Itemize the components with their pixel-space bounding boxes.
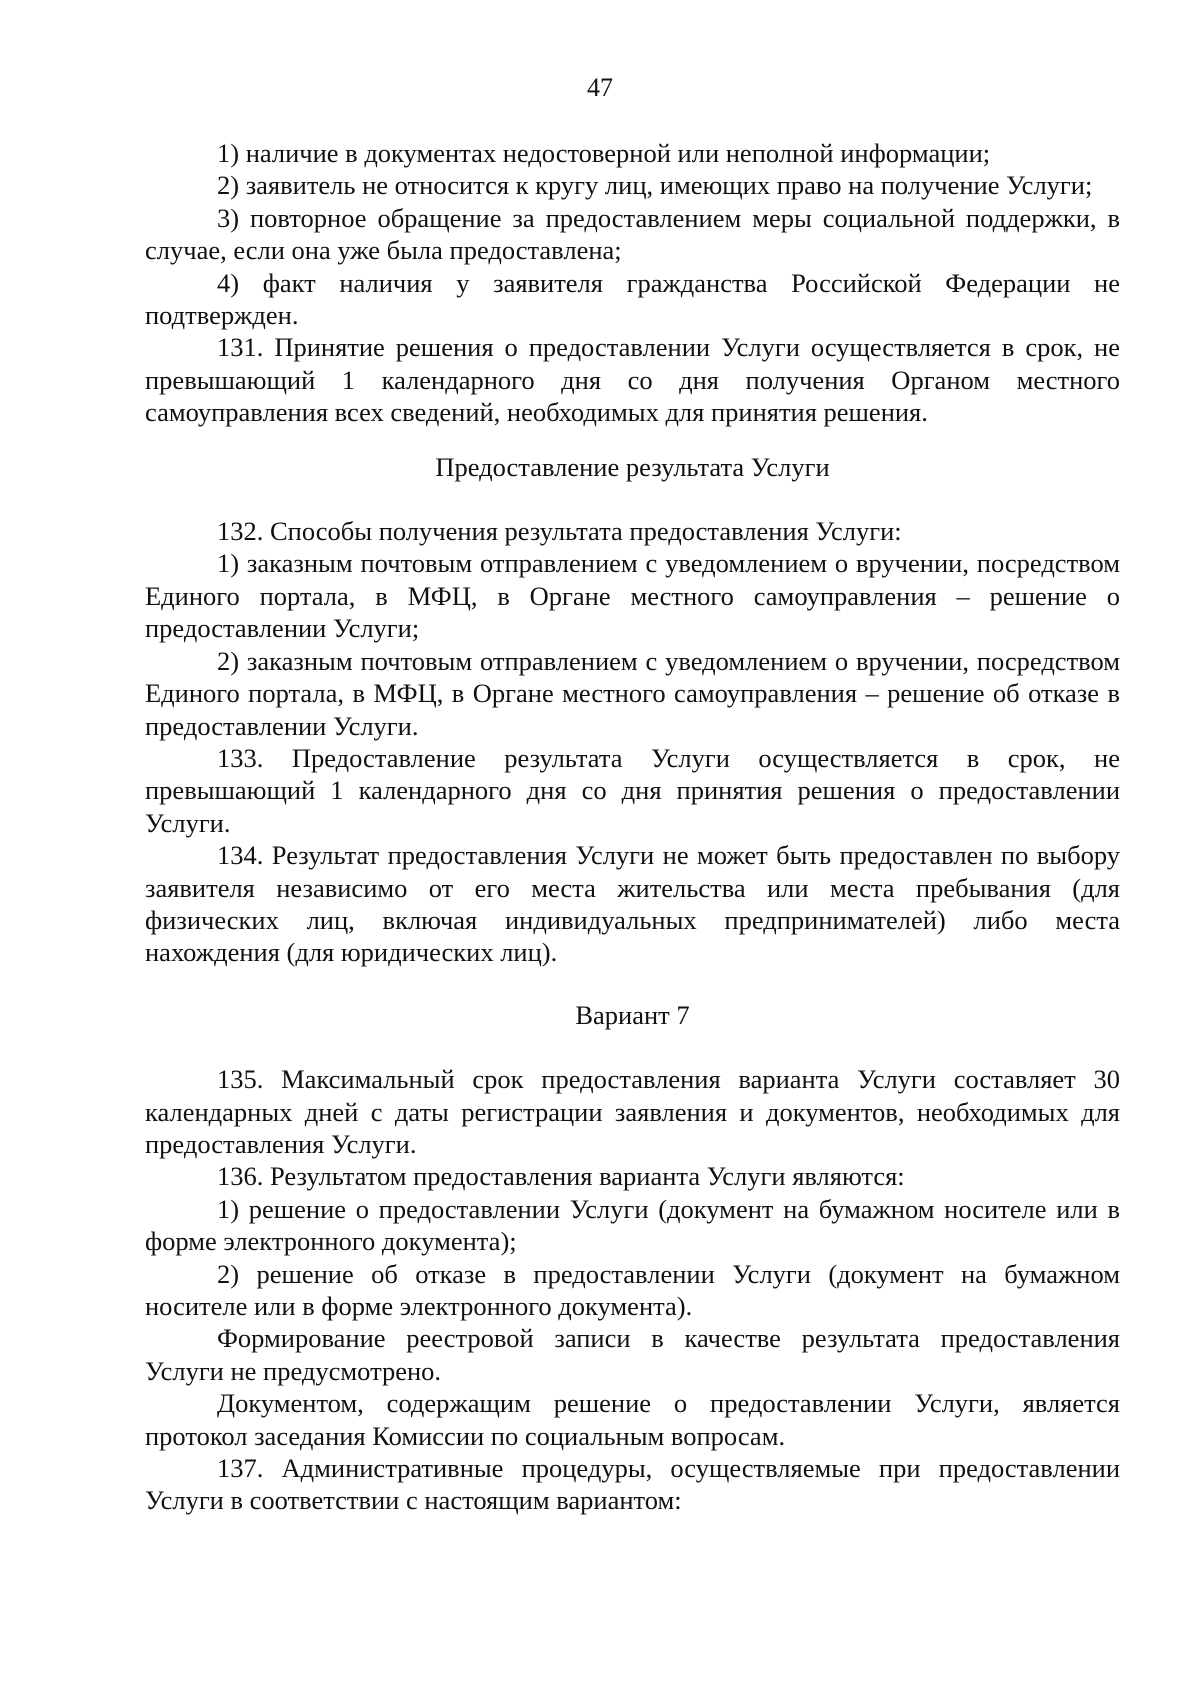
- paragraph-134: 134. Результат предоставления Услуги не может быть предоставлен по выбору заявителя независимо от его места жительства или места пребывания (для физических лиц, включая индивидуальных предпринимателей) либо места нахождения (для юридических лиц).: [145, 840, 1120, 968]
- paragraph-refusal-reason-2: 2) заявитель не относится к кругу лиц, имеющих право на получение Услуги;: [217, 170, 1093, 201]
- paragraph-136-item-2: 2) решение об отказе в предоставлении Услуги (документ на бумажном носителе или в форме электронного документа).: [145, 1258, 1120, 1321]
- document-body: [145, 137, 1120, 1517]
- paragraph-133: 133. Предоставление результата Услуги осуществляется в срок, не превышающий 1 календарного дня со дня принятия решения о предоставлении Услуги.: [145, 742, 1120, 838]
- paragraph-132-item-1: 1) заказным почтовым отправлением с уведомлением о вручении, посредством Единого портала, в МФЦ, в Органе местного самоуправления – решение о предоставлении Услуги;: [145, 548, 1120, 644]
- paragraph-132-item-2: 2) заказным почтовым отправлением с уведомлением о вручении, посредством Единого портала, в МФЦ, в Органе местного самоуправления – решение об отказе в предоставлении Услуги.: [145, 645, 1120, 741]
- section-heading-variant: Вариант 7: [575, 999, 690, 1030]
- paragraph-refusal-reason-4: 4) факт наличия у заявителя гражданства Российской Федерации не подтвержден.: [145, 267, 1120, 331]
- paragraph-decision-document: Документом, содержащим решение о предоставлении Услуги, является протокол заседания Комиссии по социальным вопросам.: [145, 1388, 1120, 1451]
- paragraph-137: 137. Административные процедуры, осуществляемые при предоставлении Услуги в соответствии с настоящим вариантом:: [145, 1453, 1120, 1516]
- paragraph-131: 131. Принятие решения о предоставлении Услуги осуществляется в срок, не превышающий 1 календарного дня со дня получения Органом местного самоуправления всех сведений, необходимых для принятия решения.: [145, 332, 1120, 428]
- paragraph-refusal-reason-1: 1) наличие в документах недостоверной или неполной информации;: [217, 138, 991, 168]
- paragraph-135: 135. Максимальный срок предоставления варианта Услуги составляет 30 календарных дней с даты регистрации заявления и документов, необходимых для предоставления Услуги.: [145, 1064, 1120, 1159]
- paragraph-132: 132. Способы получения результата предоставления Услуги:: [217, 516, 902, 547]
- paragraph-136: 136. Результатом предоставления варианта Услуги являются:: [217, 1161, 905, 1192]
- page-number: 47: [587, 73, 613, 102]
- paragraph-136-item-1: 1) решение о предоставлении Услуги (документ на бумажном носителе или в форме электронного документа);: [145, 1193, 1120, 1257]
- paragraph-refusal-reason-3: 3) повторное обращение за предоставлением меры социальной поддержки, в случае, если она уже была предоставлена;: [145, 202, 1120, 266]
- paragraph-registry-record: Формирование реестровой записи в качестве результата предоставления Услуги не предусмотрено.: [145, 1323, 1120, 1386]
- section-heading-result: Предоставление результата Услуги: [435, 451, 830, 482]
